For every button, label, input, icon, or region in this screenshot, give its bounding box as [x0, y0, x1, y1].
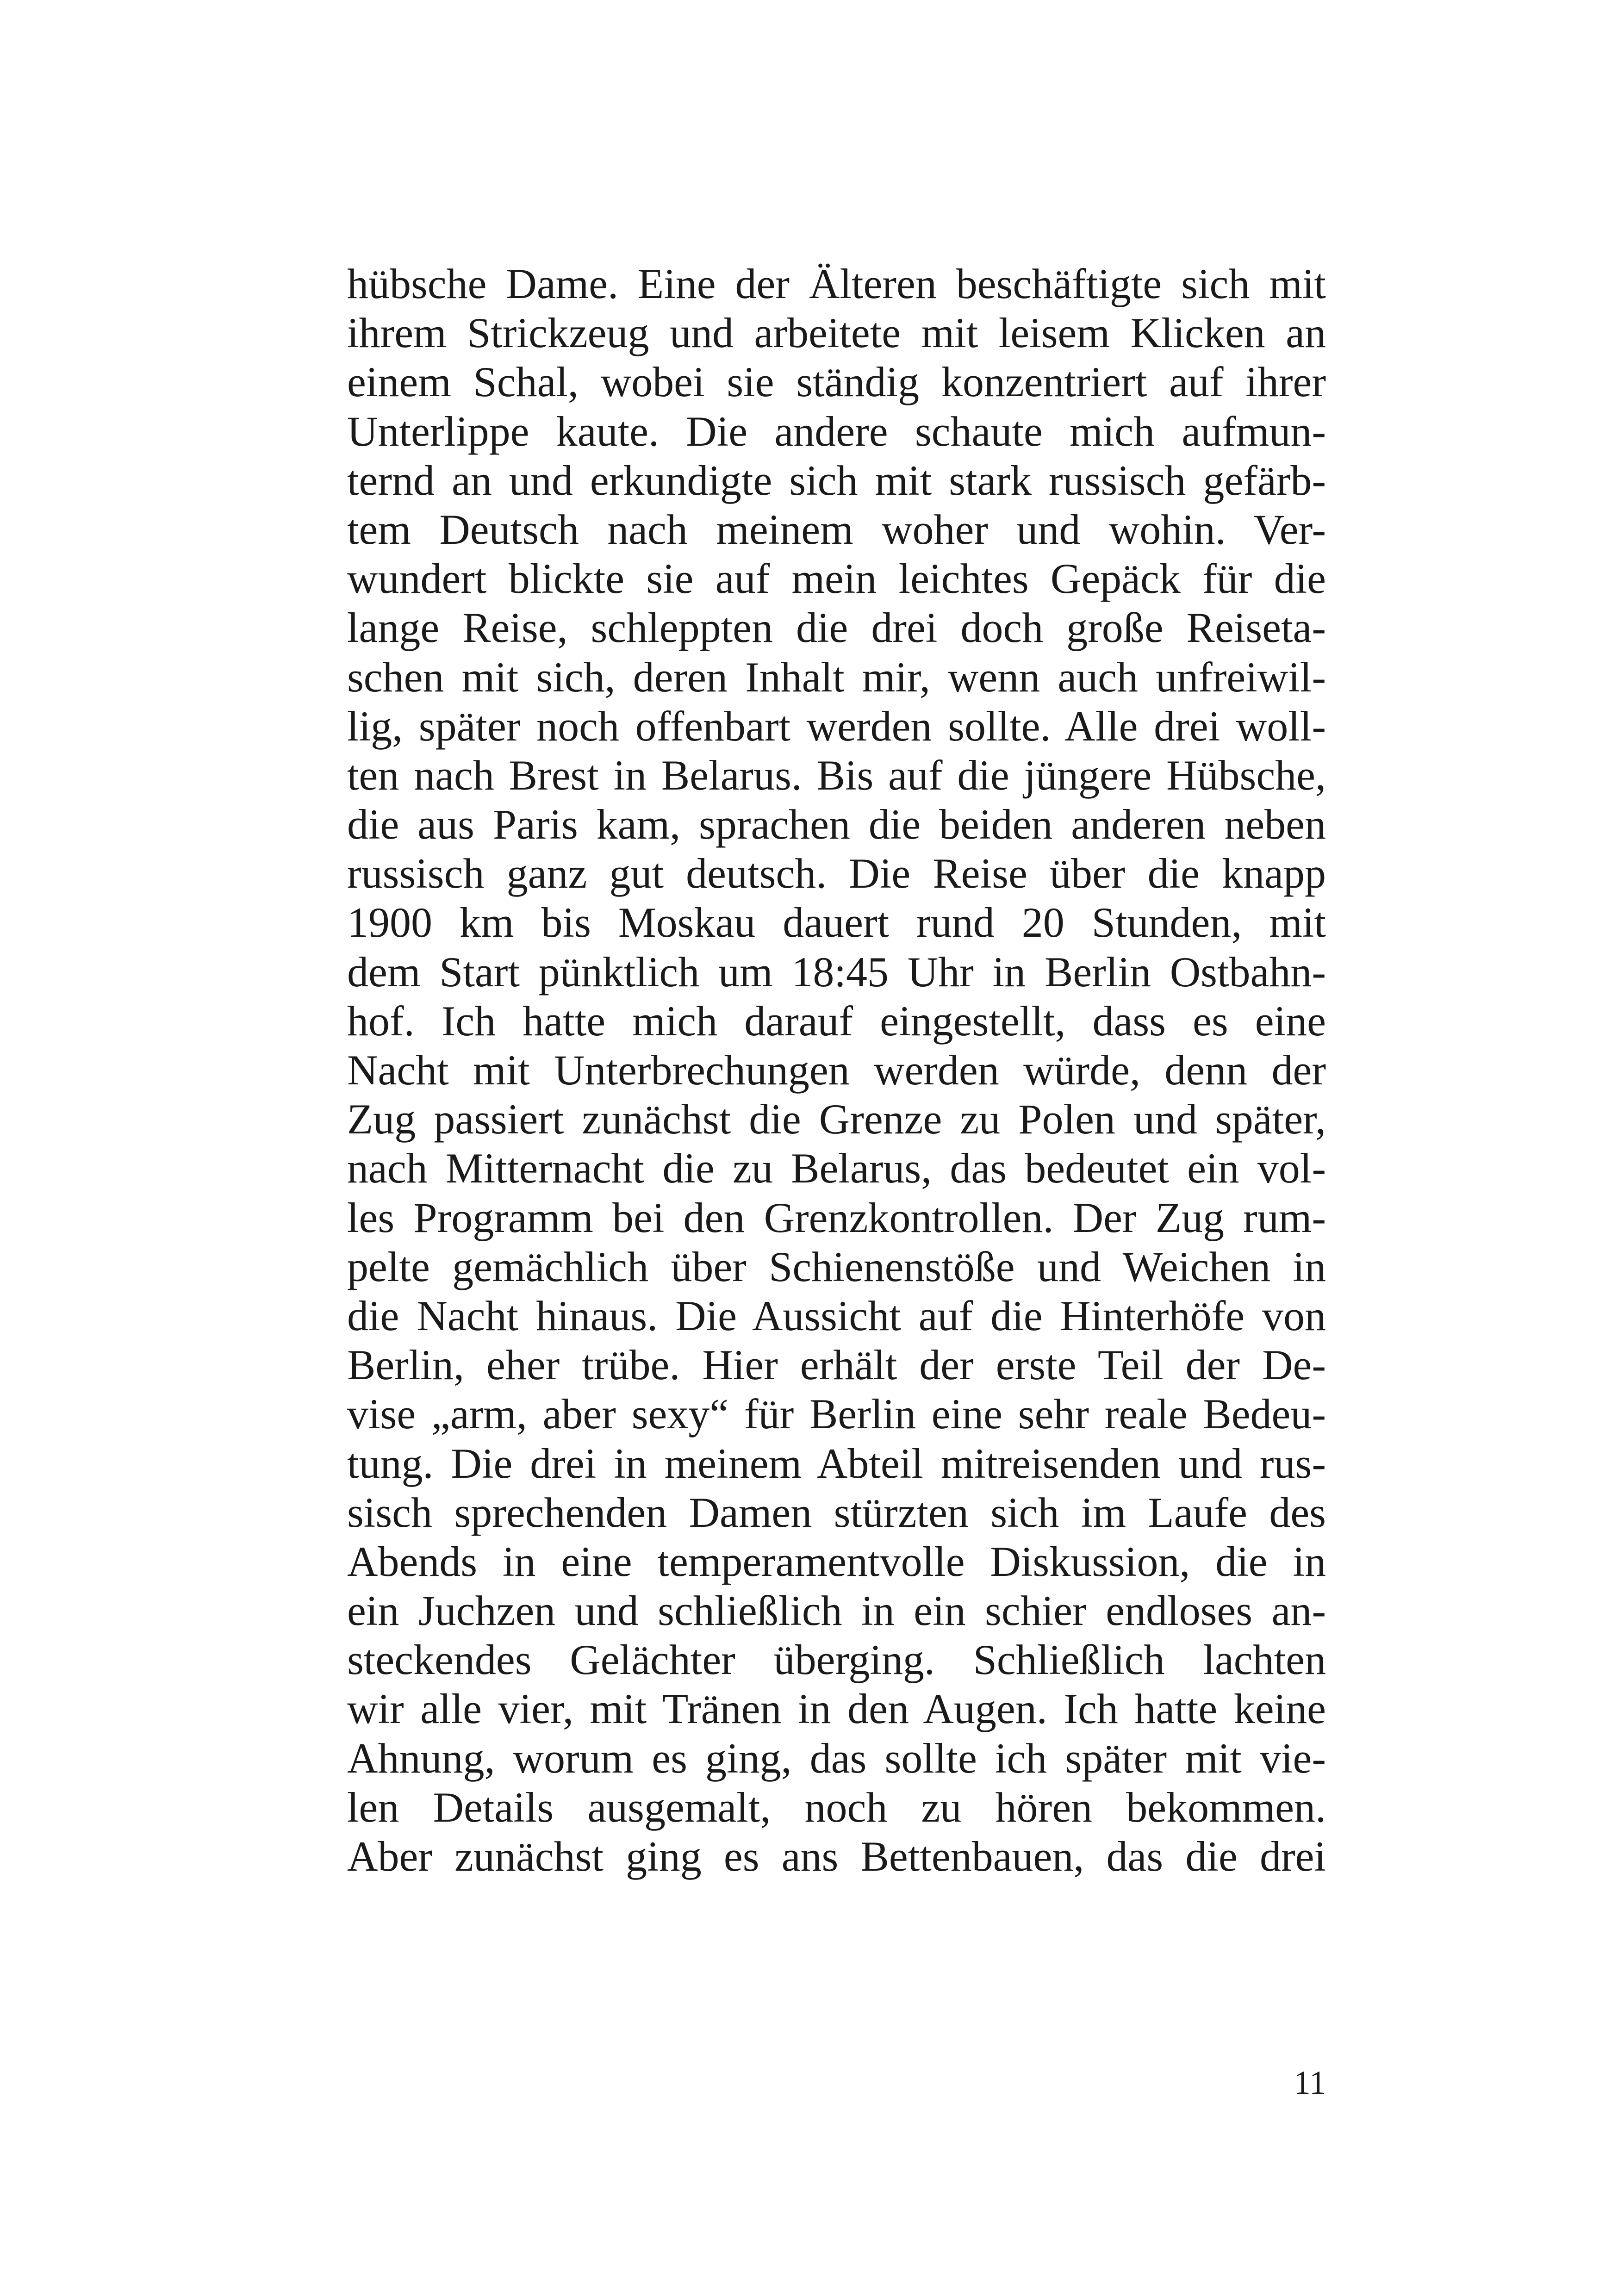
text-line: ten nach Brest in Belarus. Bis auf die jüngere Hübsche, [347, 751, 1326, 799]
text-line: nach Mitternacht die zu Belarus, das bedeutet ein vol- [347, 1145, 1326, 1192]
text-line: Unterlippe kaute. Die andere schaute mich aufmun- [347, 407, 1326, 455]
text-line: sisch sprechenden Damen stürzten sich im Laufe des [347, 1488, 1326, 1536]
text-line: tung. Die drei in meinem Abteil mitreisenden und rus- [347, 1439, 1326, 1487]
text-line: wir alle vier, mit Tränen in den Augen. Ich hatte keine [347, 1685, 1326, 1733]
text-line: tem Deutsch nach meinem woher und wohin. Ver- [347, 505, 1326, 553]
text-line: ihrem Strickzeug und arbeitete mit leisem Klicken an [347, 309, 1326, 357]
text-line: hof. Ich hatte mich darauf eingestellt, dass es eine [347, 997, 1326, 1045]
text-line: die Nacht hinaus. Die Aussicht auf die Hinterhöfe von [347, 1292, 1326, 1339]
text-line: Berlin, eher trübe. Hier erhält der erste Teil der De- [347, 1341, 1326, 1389]
text-line: Nacht mit Unterbrechungen werden würde, denn der [347, 1046, 1326, 1094]
text-line: Abends in eine temperamentvolle Diskussion, die in [347, 1537, 1326, 1585]
text-line: schen mit sich, deren Inhalt mir, wenn auch unfreiwil- [347, 653, 1326, 701]
text-line: les Programm bei den Grenzkontrollen. Der Zug rum- [347, 1194, 1326, 1241]
text-line: pelte gemächlich über Schienenstöße und Weichen in [347, 1243, 1326, 1290]
text-line: Aber zunächst ging es ans Bettenbauen, das die drei [347, 1833, 1326, 1880]
page-number: 11 [1294, 2064, 1326, 2101]
text-line: len Details ausgemalt, noch zu hören bekommen. [347, 1783, 1326, 1831]
text-line: dem Start pünktlich um 18:45 Uhr in Berlin Ostbahn- [347, 948, 1326, 996]
text-line: lig, später noch offenbart werden sollte. Alle drei woll- [347, 702, 1326, 750]
text-line: einem Schal, wobei sie ständig konzentriert auf ihrer [347, 358, 1326, 406]
text-line: hübsche Dame. Eine der Älteren beschäftigte sich mit [347, 260, 1326, 307]
text-line: lange Reise, schleppten die drei doch große Reiseta- [347, 604, 1326, 652]
text-line: vise „arm, aber sexy“ für Berlin eine sehr reale Bedeu- [347, 1390, 1326, 1438]
text-line: ternd an und erkundigte sich mit stark russisch gefärb- [347, 456, 1326, 504]
text-line: russisch ganz gut deutsch. Die Reise über die knapp [347, 850, 1326, 897]
text-line: ein Juchzen und schließlich in ein schier endloses an- [347, 1587, 1326, 1635]
text-line: steckendes Gelächter überging. Schließlich lachten [347, 1636, 1326, 1684]
text-line: wundert blickte sie auf mein leichtes Gepäck für die [347, 555, 1326, 603]
body-text [347, 259, 1326, 1881]
text-line: die aus Paris kam, sprachen die beiden anderen neben [347, 801, 1326, 848]
text-line: 1900 km bis Moskau dauert rund 20 Stunden, mit [347, 899, 1326, 946]
text-line: Zug passiert zunächst die Grenze zu Polen und später, [347, 1095, 1326, 1143]
text-line: Ahnung, worum es ging, das sollte ich später mit vie- [347, 1734, 1326, 1782]
